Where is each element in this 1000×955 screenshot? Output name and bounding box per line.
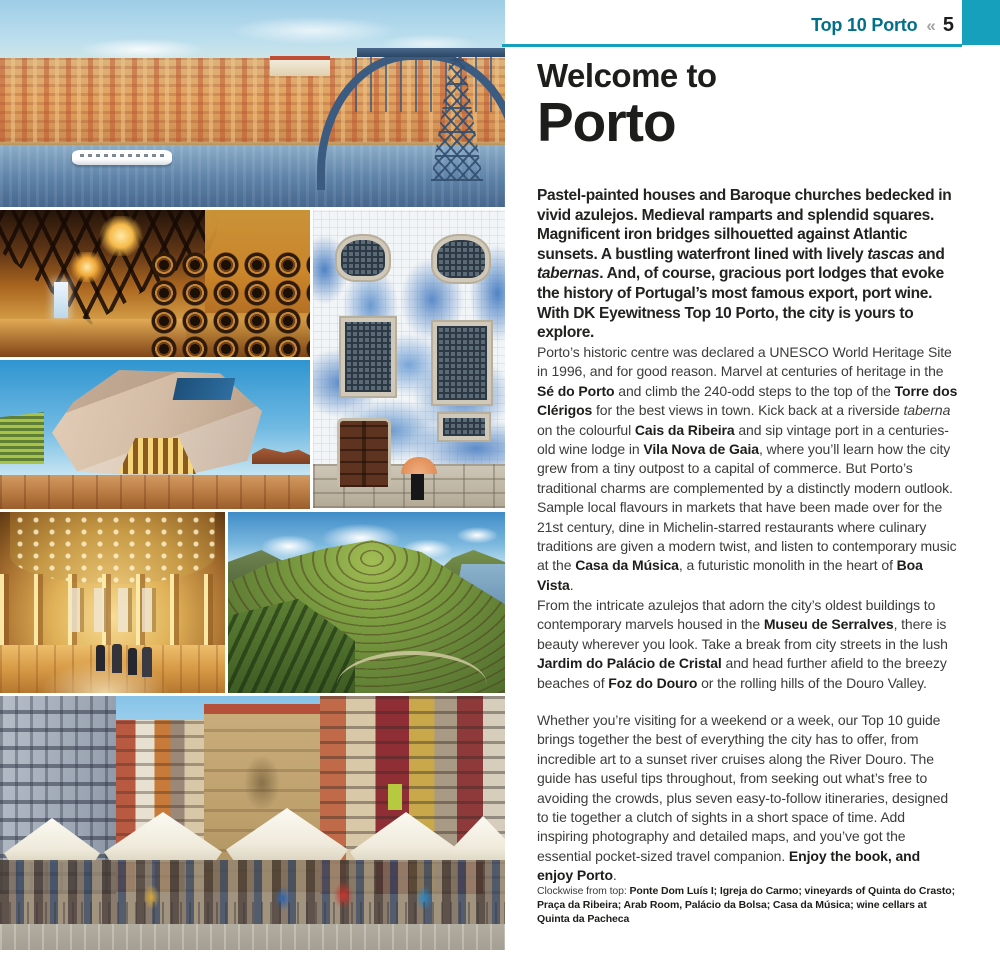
text-run: Cais da Ribeira	[634, 421, 735, 438]
text-run: .	[612, 867, 617, 884]
text-run: and head further afield to the breezy beaches of	[537, 655, 947, 691]
photo-caption	[537, 884, 962, 926]
wooden-door	[337, 418, 391, 487]
text-run: Jardim do Palácio de Cristal	[537, 655, 722, 672]
pavement	[0, 924, 505, 950]
text-run: or the rolling hills of the Douro Valley.	[697, 674, 927, 691]
text-column	[537, 0, 958, 955]
page-number: 5	[942, 14, 954, 36]
text-run: and sip vintage port in a centuries-old wine lodge in	[537, 421, 949, 458]
upper-window	[337, 236, 389, 280]
body-paragraph-3	[537, 711, 958, 886]
text-run: Whether you’re visiting for a weekend or a week, our Top 10 guide brings together the best of everything the city has to offer, from incredible art to a sunset river cruises along the River Douro. The guide has useful tips throughout, from seeking out what’s free to avoiding the crowds, plus seven easy-to-follow itineraries, designed to tie together a clutch of sights in a short space of time. Add inspiring photography and detailed maps, and you’ve got the essential pocket-sized travel companion.	[537, 712, 949, 864]
corner-accent-square	[962, 0, 1000, 45]
text-run: tascas	[867, 245, 914, 263]
photo-casa-da-musica	[0, 360, 310, 509]
text-run: Museu de Serralves	[763, 616, 894, 633]
visitor	[96, 645, 105, 671]
photo-praca-da-ribeira	[0, 696, 505, 950]
text-run: Pastel-painted houses and Baroque churches bedecked in vivid azulejos. Medieval ramparts and splendid squares. Magnificent iron bridges silhouetted against Atlantic sunsets. A bustling waterfront lined with lively	[537, 187, 952, 263]
text-run: , where you’ll learn how the city grew from a tiny outpost to a capital of commerce. But Porto’s traditional charms are complemented by a distinctly modern outlook. Sample local flavours in markets that have been made over for the 21st century, dine in Michelin-starred restaurants where culinary traditions are given a modern twist, and listen to contemporary music at the	[537, 441, 957, 574]
text-run: . And, of course, gracious port lodges that evoke the history of Portugal’s most famous export, port wine. With DK Eyewitness Top 10 Porto, the city is yours to explore.	[537, 265, 944, 342]
text-run: , there is beauty wherever you look. Take a break from city streets in the lush	[537, 616, 948, 652]
bright-doorway	[54, 282, 68, 318]
photo-ponte-dom-luis-i	[0, 0, 505, 207]
intro-paragraph	[537, 186, 958, 343]
rooftops	[252, 448, 310, 464]
small-window	[439, 414, 489, 440]
lattice-window	[433, 322, 491, 404]
text-run: , a futuristic monolith in the heart of	[678, 557, 897, 574]
upper-window	[433, 236, 489, 282]
lattice-window	[341, 318, 395, 396]
hanging-towel	[388, 784, 402, 810]
text-run: Vila Nova de Gaia	[643, 441, 759, 458]
arched-windows	[70, 588, 162, 632]
photo-arab-room-palacio-da-bolsa	[0, 512, 225, 693]
text-run: .	[569, 576, 574, 593]
visitor	[128, 648, 137, 675]
visitor	[112, 644, 122, 673]
body-paragraph-1	[537, 343, 958, 595]
text-run: on the colourful	[537, 421, 635, 438]
glass-building	[0, 412, 44, 464]
book-title: Top 10 Porto	[811, 15, 918, 35]
text-run: and climb the 240-odd steps to the top of the	[614, 382, 895, 399]
city-title: Porto	[537, 91, 676, 153]
text-run: Torre dos Clérigos	[537, 382, 958, 419]
text-run: Enjoy the book, and enjoy Porto	[537, 847, 921, 884]
text-run: From the intricate azulejos that adorn the city’s oldest buildings to contemporary marvels housed in the	[537, 597, 936, 633]
cruise-boat	[72, 150, 172, 165]
caption-list: Ponte Dom Luís I; Igreja do Carmo; vineyards of Quinta do Crasto; Praça da Ribeira; Arab Room, Palácio da Bolsa; Casa da Música; wine cellars at Quinta da Pacheca	[537, 885, 955, 925]
stacked-port-barrels	[149, 251, 310, 357]
text-run: for the best views in town. Kick back at a riverside	[592, 402, 904, 419]
glass-panel	[173, 378, 236, 400]
text-run: Boa Vista	[537, 557, 923, 593]
lantern-glow	[98, 216, 144, 256]
text-run: tabernas	[537, 265, 600, 283]
text-run: Porto’s historic centre was declared a UNESCO World Heritage Site in 1996, and for good reason. Marvel at centuries of heritage in the	[537, 344, 952, 380]
visitor	[142, 647, 152, 677]
text-run: Casa da Música	[575, 557, 679, 574]
caption-prefix: Clockwise from top:	[537, 885, 630, 897]
text-run: and	[913, 245, 945, 263]
photo-wine-cellars-quinta-da-pacheca	[0, 210, 310, 357]
welcome-kicker: Welcome to	[537, 57, 717, 94]
text-run: taberna	[903, 402, 951, 419]
text-run: Sé do Porto	[537, 382, 615, 399]
wooden-plaza	[0, 475, 310, 509]
photo-igreja-do-carmo	[313, 210, 505, 508]
hilltop-building	[270, 60, 330, 76]
pedestrian	[411, 470, 424, 500]
body-paragraph-2	[537, 596, 958, 693]
bridge-deck	[357, 48, 505, 57]
photo-vineyards-quinta-do-crasto	[228, 512, 505, 693]
chevrons-icon: «	[926, 16, 936, 35]
text-run: Foz do Douro	[608, 674, 698, 691]
lantern-glow	[70, 252, 104, 282]
